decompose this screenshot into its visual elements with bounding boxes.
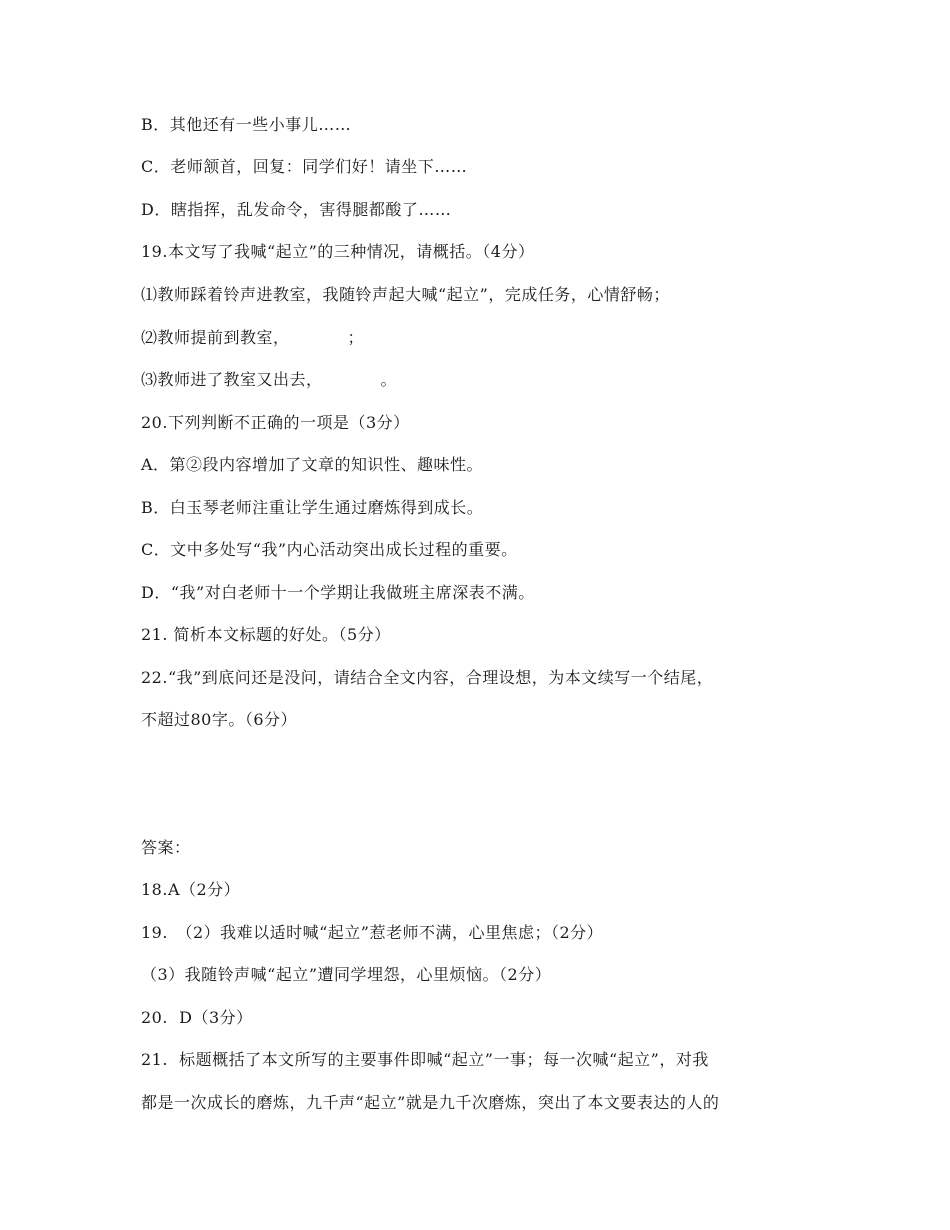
q19-item-1: ⑴教师踩着铃声进教室，我随铃声起大喊“起立”，完成任务，心情舒畅； [141,285,670,304]
q18-option-c: C．老师颔首，回复：同学们好！请坐下…… [141,157,468,176]
answer-21-line-2: 都是一次成长的磨炼，九千声“起立”就是九千次磨炼，突出了本文要表达的人的 [141,1093,720,1112]
answer-19-line-2: （3）我随铃声喊“起立”遭同学埋怨，心里烦恼。（2分） [141,965,552,984]
q22-stem-line-2: 不超过80字。（6分） [141,710,298,729]
answers-heading: 答案： [141,838,191,857]
q20-option-d: D．“我”对白老师十一个学期让我做班主席深表不满。 [141,583,535,602]
q22-stem-line-1: 22.“我”到底问还是没问，请结合全文内容，合理设想，为本文续写一个结尾， [141,668,714,687]
q18-option-d: D．瞎指挥，乱发命令，害得腿都酸了…… [141,200,452,219]
answer-20: 20. D（3分） [141,1008,253,1027]
q19-stem: 19.本文写了我喊“起立”的三种情况，请概括。（4分） [141,242,535,261]
q21-stem: 21. 简析本文标题的好处。（5分） [141,625,391,644]
q20-stem: 20.下列判断不正确的一项是（3分） [141,413,410,432]
answer-21-line-1: 21. 标题概括了本文所写的主要事件即喊“起立”一事；每一次喊“起立”，对我 [141,1050,709,1069]
q20-option-b: B．白玉琴老师注重让学生通过磨炼得到成长。 [141,498,484,517]
q18-option-b: B．其他还有一些小事儿…… [141,115,352,134]
q20-option-c: C．文中多处写“我”内心活动突出成长过程的重要。 [141,540,518,559]
answer-18: 18.A（2分） [141,880,241,899]
q19-item-2: ⑵教师提前到教室， ； [141,328,365,347]
q20-option-a: A．第②段内容增加了文章的知识性、趣味性。 [141,455,484,474]
q19-item-3: ⑶教师进了教室又出去， 。 [141,370,398,389]
answer-19-line-1: 19. （2）我难以适时喊“起立”惹老师不满，心里焦虑；（2分） [141,923,604,942]
